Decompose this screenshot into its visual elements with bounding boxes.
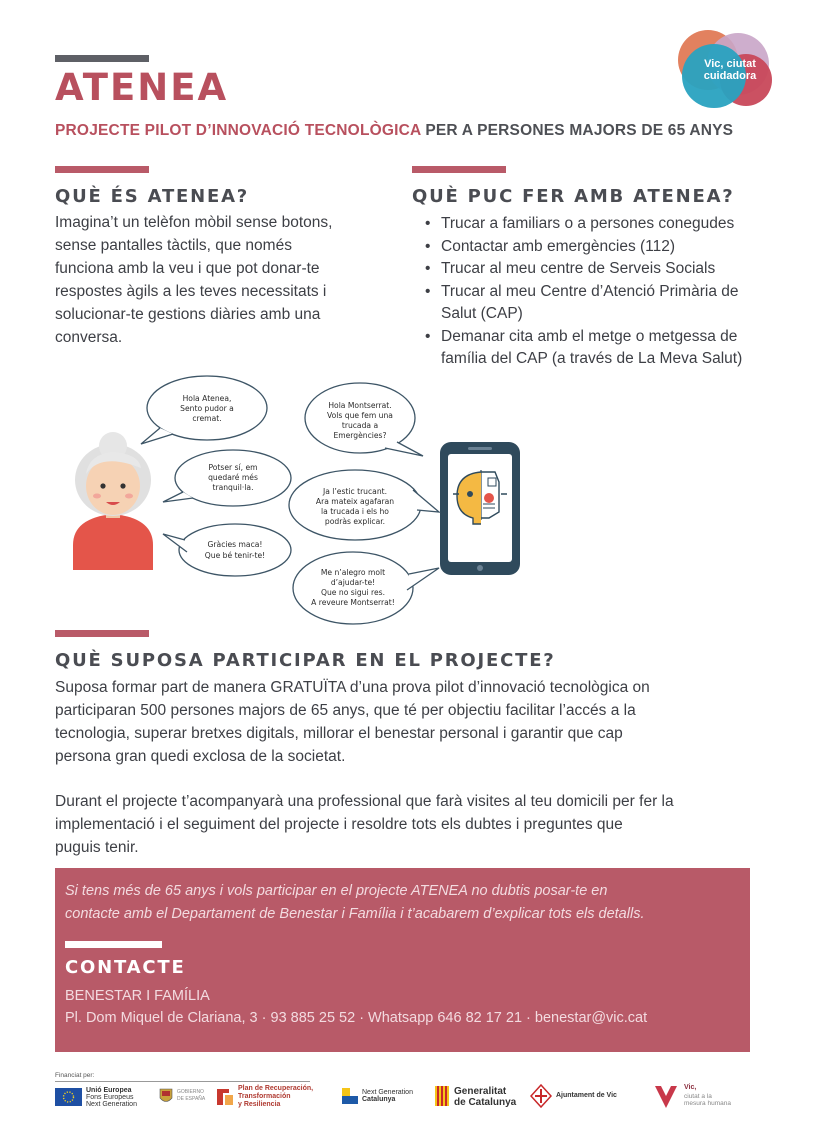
grandmother-icon — [73, 432, 153, 570]
bubble4-line: podràs explicar. — [324, 517, 386, 526]
subtitle-rest: PER A PERSONES MAJORS DE 65 ANYS — [420, 122, 734, 139]
gov-text-2: DE ESPAÑA — [177, 1096, 206, 1102]
feature-item: • Trucar al meu centre de Serveis Socials — [424, 258, 764, 281]
vic-text-2: ciutat a la — [684, 1093, 712, 1100]
bubble6-line: A reveure Montserrat! — [311, 598, 395, 607]
what-line: conversa. — [55, 329, 123, 346]
speech-bubble — [293, 552, 439, 624]
gov-text-1: GOBIERNO — [177, 1089, 204, 1095]
bubble2-line: Emergències? — [333, 431, 387, 440]
subtitle-highlight: PROJECTE PILOT D’INNOVACIÓ TECNOLÒGICA — [55, 122, 421, 139]
gencat-text-2: de Catalunya — [454, 1097, 517, 1108]
cta-message — [65, 880, 745, 926]
vic-text-1: Vic, — [684, 1084, 697, 1091]
what-description — [55, 211, 385, 349]
heading-what-can-i-do: QUÈ PUC FER AMB ATENEA? — [412, 186, 735, 207]
feature-item: • Trucar al meu Centre d’Atenció Primària de Salut (CAP) — [424, 281, 764, 326]
sponsor-logos — [55, 1072, 755, 1132]
gencat-text-1: Generalitat — [454, 1086, 507, 1097]
contact-accent-bar — [65, 941, 162, 948]
bubble4-line: Ara mateix agafaran — [315, 497, 395, 506]
bubble3-line: Potser sí, em — [208, 463, 258, 472]
speech-bubble — [289, 470, 439, 540]
participation-line: Suposa formar part de manera GRATUÏTA d’una prova pilot d’innovació tecnològica on — [55, 679, 650, 696]
dialogue-illustration — [55, 370, 535, 632]
what-line: funciona amb la veu i que pot donar-te — [55, 260, 320, 277]
financed-by-label: Financiat per: — [55, 1072, 95, 1079]
speech-bubble — [163, 450, 291, 506]
what-line: solucionar-te gestions diàries amb una — [55, 306, 321, 323]
heading-participation: QUÈ SUPOSA PARTICIPAR EN EL PROJECTE? — [55, 650, 556, 671]
bubble1-line: Sento pudor a — [180, 404, 234, 413]
participation-line: puguis tenir. — [55, 839, 139, 856]
vic-heart-icon — [653, 1082, 679, 1110]
bubble3-line: tranquil·la. — [212, 483, 254, 492]
bubble2-line: trucada a — [341, 421, 379, 430]
participation-line: Durant el projecte t’acompanyarà una professional que farà visites al teu domicili per fer la — [55, 793, 674, 810]
speech-bubble — [163, 524, 291, 576]
header-accent-bar — [55, 55, 149, 62]
what-line: Imagina’t un telèfon mòbil sense botons, — [55, 214, 333, 231]
participation-line: tecnologia, superar bretxes digitals, millorar el benestar personal i garantir que cap — [55, 725, 623, 742]
vic-text-3: mesura humana — [684, 1100, 731, 1107]
bubble6-line: Me n’alegro molt — [320, 568, 386, 577]
page-title: ATENEA — [55, 66, 229, 109]
contact-heading: CONTACTE — [65, 957, 186, 978]
feature-item: • Demanar cita amb el metge o metgessa de família del CAP (a través de La Meva Salut) — [424, 326, 764, 371]
eu-text-2: Fons Europeus — [86, 1094, 134, 1101]
bubble5-line: Que bé tenir-te! — [204, 551, 266, 560]
next-generation-catalunya-icon — [342, 1088, 358, 1104]
eu-flag-icon — [55, 1088, 82, 1106]
heading-what-is-atenea: QUÈ ÉS ATENEA? — [55, 186, 250, 207]
section-bar-what — [55, 166, 149, 173]
contact-department: BENESTAR I FAMÍLIA — [65, 988, 210, 1004]
section-bar-features — [412, 166, 506, 173]
participation-paragraph-2 — [55, 790, 765, 859]
feature-item: • Contactar amb emergències (112) — [424, 236, 764, 259]
bubble2-line: Hola Montserrat. — [328, 401, 392, 410]
contact-box — [55, 868, 750, 1052]
bubble1-line: cremat. — [192, 414, 222, 423]
ng-text-1: Next Generation — [362, 1089, 413, 1096]
vic-cuidadora-logo — [672, 24, 782, 114]
cta-line: contacte amb el Departament de Benestar i Família i t’acabarem d’explicar tots els detalls. — [65, 906, 645, 922]
bubble4-line: Ja l’estic trucant. — [322, 487, 388, 496]
section-bar-participation — [55, 630, 149, 637]
spain-coat-of-arms-icon — [158, 1086, 174, 1106]
ajuntament-text: Ajuntament de Vic — [556, 1092, 617, 1099]
logo-text-line2: cuidadora — [703, 70, 757, 82]
logo-text-line1: Vic, ciutat — [704, 58, 756, 70]
smartphone-icon — [440, 442, 520, 575]
prtr-logo-icon — [215, 1085, 235, 1107]
features-list — [424, 213, 764, 371]
participation-line: participaran 500 persones majors de 65 anys, que té per objectiu facilitar l’accés a la — [55, 702, 636, 719]
contact-details[interactable]: Pl. Dom Miquel de Clariana, 3 · 93 885 25 52 · Whatsapp 646 82 17 21 · benestar@vic.cat — [65, 1010, 648, 1026]
page-subtitle — [55, 122, 733, 140]
bubble3-line: quedaré més — [208, 473, 258, 482]
speech-bubble — [141, 376, 267, 444]
plan-text-1: Plan de Recuperación, — [238, 1085, 314, 1092]
generalitat-icon — [435, 1086, 449, 1106]
speech-bubble — [305, 383, 423, 456]
participation-line: implementació i el seguiment del projecte i resoldre tots els dubtes i preguntes que — [55, 816, 623, 833]
participation-paragraph-1 — [55, 676, 765, 768]
financed-divider — [55, 1081, 310, 1082]
eu-text-3: Next Generation — [86, 1101, 137, 1108]
bubble6-line: Que no sigui res. — [321, 588, 385, 597]
feature-item: • Trucar a familiars o a persones conegudes — [424, 213, 764, 236]
eu-text-1: Unió Europea — [86, 1087, 132, 1094]
bubble4-line: la trucada i els ho — [321, 507, 389, 516]
ajuntament-vic-icon — [530, 1084, 552, 1108]
bubble5-line: Gràcies maca! — [207, 540, 263, 549]
what-line: sense pantalles tàctils, que només — [55, 237, 292, 254]
bubble2-line: Vols que fem una — [327, 411, 393, 420]
cta-line: Si tens més de 65 anys i vols participar en el projecte ATENEA no dubtis posar-te en — [65, 883, 608, 899]
what-line: respostes àgils a les teves necessitats i — [55, 283, 327, 300]
bubble1-line: Hola Atenea, — [182, 394, 232, 403]
ng-text-2: Catalunya — [362, 1096, 396, 1103]
participation-line: persona gran quedi exclosa de la societat. — [55, 748, 346, 765]
plan-text-2: Transformación — [238, 1093, 291, 1100]
bubble6-line: d’ajudar-te! — [330, 578, 376, 587]
plan-text-3: y Resiliencia — [238, 1101, 281, 1108]
